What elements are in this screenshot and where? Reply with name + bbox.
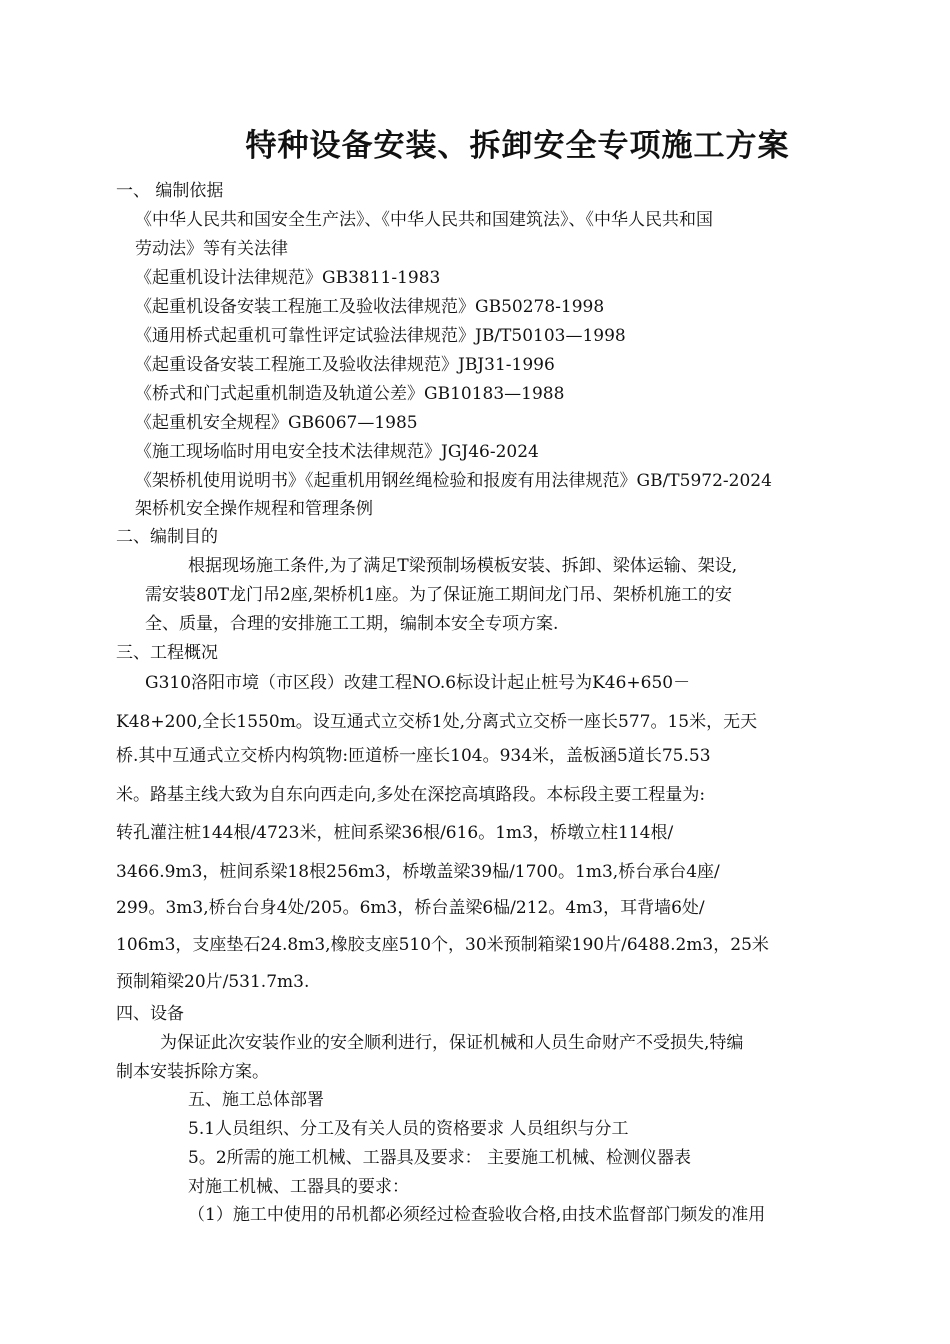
text-line: 根据现场施工条件,为了满足T梁预制场模板安装、拆卸、梁体运输、架设,: [188, 556, 738, 576]
document-title: 特种设备安装、拆卸安全专项施工方案: [245, 128, 790, 164]
text-line: 3466.9m3，桩间系梁18根256m3，桥墩盖梁39榀/1700。1m3,桥台承台4座/: [116, 862, 720, 882]
text-line: 《起重机安全规程》GB6067—1985: [135, 413, 418, 433]
text-line: 为保证此次安装作业的安全顺利进行，保证机械和人员生命财产不受损失,特编: [160, 1033, 744, 1053]
text-line: 299。3m3,桥台台身4处/205。6m3，桥台盖梁6榀/212。4m3，耳背墙6处/: [116, 898, 705, 918]
text-line: 《中华人民共和国安全生产法》、《中华人民共和国建筑法》、《中华人民共和国: [135, 210, 713, 230]
text-line: 米。路基主线大致为自东向西走向,多处在深挖高填路段。本标段主要工程量为:: [116, 785, 706, 805]
text-line: 对施工机械、工器具的要求：: [188, 1177, 409, 1197]
text-line: 《通用桥式起重机可靠性评定试验法律规范》JB/T50103—1998: [135, 326, 626, 346]
text-line: 5.1人员组织、分工及有关人员的资格要求 人员组织与分工: [188, 1119, 629, 1139]
text-line: 劳动法》等有关法律: [135, 239, 288, 259]
section-heading-purpose: 二、编制目的: [116, 527, 218, 547]
text-line: 《施工现场临时用电安全技术法律规范》JGJ46-2024: [135, 442, 539, 462]
section-heading-equipment: 四、设备: [116, 1004, 184, 1024]
text-line: K48+200,全长1550m。设互通式立交桥1处,分离式立交桥一座长577。15米，无天: [116, 712, 758, 732]
section-heading-deployment: 五、施工总体部署: [188, 1090, 324, 1110]
text-line: 需安装80T龙门吊2座,架桥机1座。为了保证施工期间龙门吊、架桥机施工的安: [145, 585, 733, 605]
text-line: 《起重机设计法律规范》GB3811-1983: [135, 268, 441, 288]
text-line: 转孔灌注桩144根/4723米，桩间系梁36根/616。1m3，桥墩立柱114根/: [116, 823, 674, 843]
text-line: 桥.其中互通式立交桥内构筑物:匝道桥一座长104。934米，盖板涵5道长75.53: [116, 746, 711, 766]
section-heading-basis: 一、 编制依据: [116, 181, 224, 201]
text-line: 制本安装拆除方案。: [116, 1062, 269, 1082]
text-line: 《桥式和门式起重机制造及轨道公差》GB10183—1988: [135, 384, 565, 404]
section-heading-overview: 三、工程概况: [116, 643, 218, 663]
text-line: 5。2所需的施工机械、工器具及要求： 主要施工机械、检测仪器表: [188, 1148, 692, 1168]
text-line: 《起重设备安装工程施工及验收法律规范》JBJ31-1996: [135, 355, 555, 375]
text-line: 全、质量，合理的安排施工工期，编制本安全专项方案.: [145, 614, 559, 634]
text-line: 106m3，支座垫石24.8m3,橡胶支座510个，30米预制箱梁190片/6488.2m3，25米: [116, 935, 769, 955]
text-line: 《起重机设备安装工程施工及验收法律规范》GB50278-1998: [135, 297, 605, 317]
text-line: G310洛阳市境（市区段）改建工程NO.6标设计起止桩号为K46+650－: [145, 673, 691, 693]
text-line: 架桥机安全操作规程和管理条例: [135, 499, 373, 519]
text-line: 《架桥机使用说明书》《起重机用钢丝绳检验和报废有用法律规范》GB/T5972-2024: [135, 471, 772, 491]
text-line: （1）施工中使用的吊机都必须经过检查验收合格,由技术监督部门频发的准用: [188, 1205, 766, 1225]
text-line: 预制箱梁20片/531.7m3.: [116, 972, 310, 992]
